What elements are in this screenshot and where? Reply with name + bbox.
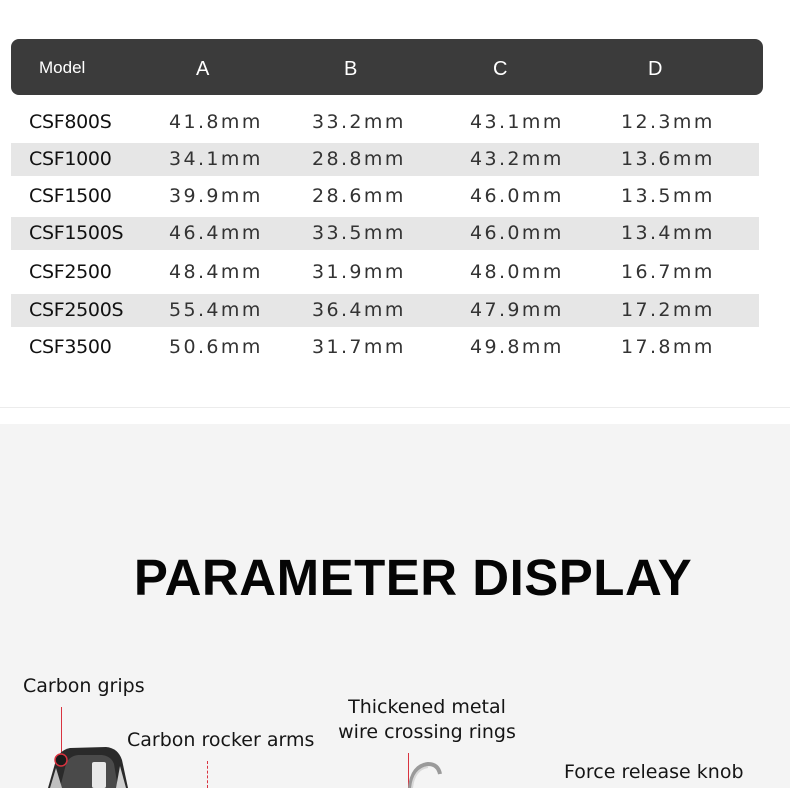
cell-c: 48.0mm: [470, 261, 564, 283]
cell-c: 43.1mm: [470, 111, 564, 133]
cell-b: 31.7mm: [312, 336, 406, 358]
label-carbon-rocker-arms: Carbon rocker arms: [127, 729, 315, 751]
cell-a: 48.4mm: [169, 261, 263, 283]
table-row: [11, 294, 759, 327]
cell-c: 49.8mm: [470, 336, 564, 358]
cell-a: 34.1mm: [169, 148, 263, 170]
table-row: [11, 143, 759, 176]
cell-b: 36.4mm: [312, 299, 406, 321]
cell-model: CSF2500S: [29, 299, 124, 321]
cell-b: 31.9mm: [312, 261, 406, 283]
cell-model: CSF1500S: [29, 222, 124, 244]
header-model: Model: [39, 58, 86, 77]
cell-b: 28.6mm: [312, 185, 406, 207]
table-row: [11, 180, 759, 213]
cell-model: CSF3500: [29, 336, 112, 358]
cell-d: 16.7mm: [621, 261, 715, 283]
cell-b: 33.2mm: [312, 111, 406, 133]
cell-model: CSF800S: [29, 111, 112, 133]
reel-knob-image: [36, 742, 136, 788]
header-b: B: [344, 58, 358, 80]
table-row: [11, 256, 759, 289]
cell-model: CSF1500: [29, 185, 112, 207]
cell-a: 55.4mm: [169, 299, 263, 321]
leader-carbon-rocker-arms: [207, 761, 208, 788]
cell-d: 13.4mm: [621, 222, 715, 244]
cell-a: 50.6mm: [169, 336, 263, 358]
cell-d: 17.8mm: [621, 336, 715, 358]
cell-c: 47.9mm: [470, 299, 564, 321]
label-metal-rings-line2: wire crossing rings: [338, 721, 516, 743]
cell-model: CSF2500: [29, 261, 112, 283]
cell-d: 13.6mm: [621, 148, 715, 170]
table-row: [11, 106, 759, 139]
cell-d: 17.2mm: [621, 299, 715, 321]
section-title: PARAMETER DISPLAY: [133, 549, 693, 606]
cell-a: 39.9mm: [169, 185, 263, 207]
section-divider: [0, 407, 790, 408]
label-carbon-grips: Carbon grips: [23, 675, 145, 697]
header-c: C: [493, 58, 508, 80]
cell-b: 28.8mm: [312, 148, 406, 170]
cell-model: CSF1000: [29, 148, 112, 170]
table-header: [11, 39, 763, 95]
label-metal-rings-line1: Thickened metal: [348, 696, 506, 718]
cell-c: 46.0mm: [470, 222, 564, 244]
label-metal-rings: [332, 695, 522, 745]
cell-c: 46.0mm: [470, 185, 564, 207]
table-row: [11, 217, 759, 250]
table-row: [11, 331, 759, 364]
cell-a: 41.8mm: [169, 111, 263, 133]
cell-a: 46.4mm: [169, 222, 263, 244]
cell-d: 13.5mm: [621, 185, 715, 207]
header-a: A: [196, 58, 210, 80]
header-d: D: [648, 58, 663, 80]
cell-d: 12.3mm: [621, 111, 715, 133]
cell-b: 33.5mm: [312, 222, 406, 244]
cell-c: 43.2mm: [470, 148, 564, 170]
label-force-release-knob: Force release knob: [564, 761, 744, 783]
metal-ring-image: [404, 760, 444, 788]
